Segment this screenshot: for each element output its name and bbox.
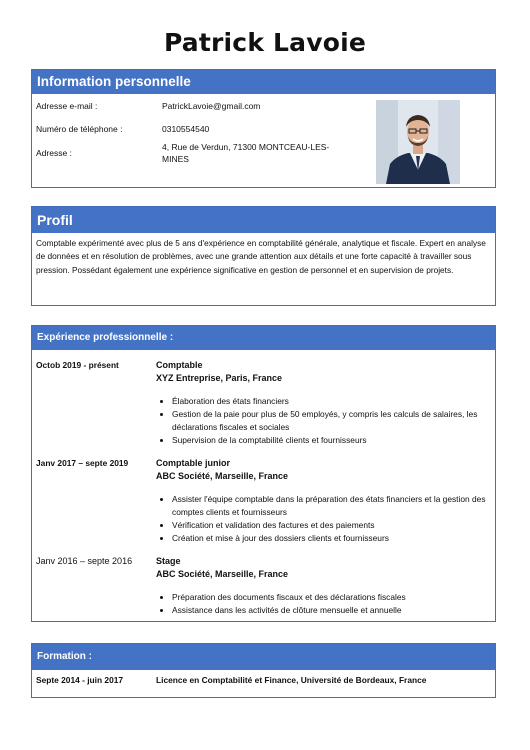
- profile-photo: [376, 100, 460, 184]
- job-company: ABC Société, Marseille, France: [156, 471, 289, 481]
- personal-info-section: [31, 69, 496, 188]
- job-task: • Gestion de la paie pour plus de 50 employés, y compris les calculs de salaires, les déclarations fiscales et sociales: [172, 408, 490, 433]
- job-company: XYZ Entreprise, Paris, France: [156, 373, 283, 383]
- education-date: Septe 2014 - juin 2017: [36, 675, 124, 685]
- experience-section: [31, 325, 496, 622]
- job-task: • Création et mise à jour des dossiers clients et fournisseurs: [172, 532, 490, 545]
- job-title: Comptable junior: [156, 458, 230, 468]
- job-company: ABC Société, Marseille, France: [156, 569, 289, 579]
- phone-value: 0310554540: [162, 124, 210, 134]
- job-task: • Vérification et validation des factures et des paiements: [172, 519, 490, 532]
- profile-text: Comptable expérimenté avec plus de 5 ans d'expérience en comptabilité générale, analytique et fiscale. Expert en analyse de données et en résolution de problèmes, avec une grande attention aux détails et une forte capacité à travailler sous pression. Possédant également une expérience significative en gestion de personnel et en supervision de projets.: [36, 238, 486, 275]
- job-task: • Supervision de la comptabilité clients et fournisseurs: [172, 434, 490, 447]
- education-degree: Licence en Comptabilité et Finance, Université de Bordeaux, France: [156, 675, 427, 685]
- page-title: Patrick Lavoie: [163, 28, 367, 57]
- job-task: • Assister l'équipe comptable dans la préparation des états financiers et la gestion des comptes clients et fournisseurs: [172, 493, 490, 518]
- job-task: • Préparation des documents fiscaux et des déclarations fiscales: [172, 591, 490, 604]
- experience-heading: Expérience professionnelle :: [32, 326, 495, 350]
- job-date: Janv 2016 – septe 2016: [36, 556, 133, 566]
- phone-label: Numéro de téléphone :: [36, 124, 123, 134]
- education-section: [31, 643, 496, 698]
- personal-info-heading: Information personnelle: [32, 70, 495, 94]
- job-title: Comptable: [156, 360, 203, 370]
- email-value: PatrickLavoie@gmail.com: [162, 101, 261, 111]
- profile-heading: Profil: [32, 207, 495, 233]
- job-title: Stage: [156, 556, 181, 566]
- job-date: Octob 2019 - présent: [36, 360, 119, 370]
- job-task-list: [156, 591, 490, 617]
- address-label: Adresse :: [36, 148, 72, 158]
- education-heading: Formation :: [32, 644, 495, 670]
- job-task: • Assistance dans les activités de clôture mensuelle et annuelle: [172, 604, 490, 617]
- profile-section: [31, 206, 496, 306]
- job-task-list: [156, 493, 490, 545]
- job-task: • Élaboration des états financiers: [172, 395, 490, 408]
- email-label: Adresse e-mail :: [36, 101, 98, 111]
- address-value: 4, Rue de Verdun, 71300 MONTCEAU-LES-MINES: [162, 142, 330, 164]
- education-row: [32, 675, 495, 695]
- job-date: Janv 2017 – septe 2019: [36, 458, 129, 468]
- job-task-list: [156, 395, 490, 447]
- portrait-image: [376, 100, 460, 184]
